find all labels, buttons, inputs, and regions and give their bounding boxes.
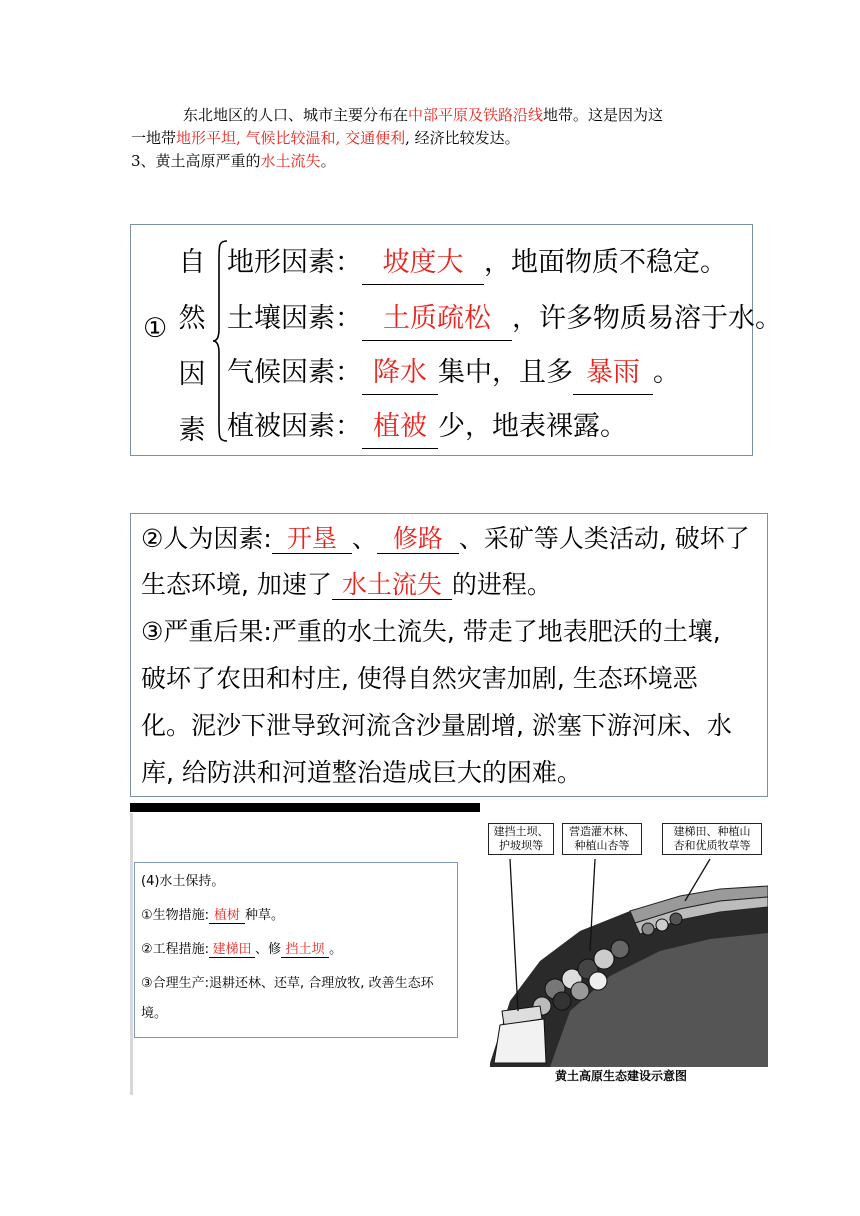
factor-row-vegetation	[227, 399, 627, 455]
production-line: 境。	[141, 1006, 168, 1021]
answer-blank: 暴雨	[573, 345, 653, 401]
consequence-line: ③严重后果:严重的水土流失, 带走了地表肥沃的土壤,	[141, 617, 721, 646]
dam-label	[488, 823, 554, 855]
answer-blank: 降水	[362, 345, 438, 401]
box-text: ①生物措施:	[141, 908, 210, 923]
factor-label: 植被因素：	[227, 411, 362, 442]
soil-conservation-box	[134, 862, 458, 1038]
heading-text: 。	[320, 152, 336, 170]
production-line: ③合理生产:退耕还林、还草, 合理放牧, 改善生态环	[141, 976, 434, 991]
factor-text: 集中，且多	[438, 357, 573, 388]
box-text: 。	[329, 942, 343, 957]
heading-highlight: 水土流失	[260, 152, 321, 170]
terrace-label	[662, 823, 762, 855]
box-text: 、修	[255, 942, 282, 957]
label-text: 种植山杏等	[574, 839, 630, 852]
black-bar	[130, 803, 482, 812]
label-text: 护坡坝等	[499, 839, 543, 852]
conservation-section	[130, 801, 768, 1095]
factor-row-climate	[227, 345, 680, 401]
process-line	[141, 562, 552, 608]
box-text: ②人为因素:	[141, 524, 272, 553]
consequence-line: 破坏了农田和村庄, 使得自然灾害加剧, 生态环境恶	[141, 664, 698, 693]
bio-measure-line	[141, 905, 284, 927]
intro-text: , 经济比较发达。	[405, 129, 520, 147]
box-text: 、	[351, 524, 377, 553]
intro-text: 东北地区的人口、城市主要分布在	[183, 106, 409, 124]
consequence-line: 化。泥沙下泄导致河流含沙量剧增, 淤塞下游河床、水	[141, 711, 732, 740]
answer-blank: 植树	[209, 905, 245, 927]
label-text: 建挡土坝、	[493, 825, 549, 838]
box-title: (4)水土保持。	[141, 874, 225, 889]
human-factors-line	[141, 516, 750, 562]
answer-blank: 建梯田	[209, 939, 255, 961]
label-text: 营造灌木林、	[569, 825, 635, 838]
factor-text: 。	[653, 357, 680, 388]
vertical-char: 素	[178, 415, 206, 446]
factor-text: ，地面物质不稳定。	[484, 247, 727, 278]
intro-paragraph	[131, 104, 741, 150]
loess-plateau-diagram	[480, 801, 768, 1095]
label-text: 杏和优质牧草等	[673, 839, 751, 852]
answer-blank: 坡度大	[362, 235, 484, 291]
box-text: 、采矿等人类活动, 破坏了	[458, 524, 750, 553]
answer-blank: 开垦	[272, 516, 352, 562]
intro-highlight: 地形平坦, 气候比较温和, 交通便利	[176, 129, 406, 147]
answer-blank: 土质疏松	[362, 291, 512, 347]
natural-factors-box	[130, 224, 782, 456]
human-factors-box	[130, 513, 768, 797]
diagram-caption: 黄土高原生态建设示意图	[555, 1069, 688, 1083]
answer-blank: 修路	[377, 516, 459, 562]
intro-text: 一地带	[131, 129, 177, 147]
factor-label: 土壤因素：	[227, 303, 362, 334]
divider	[130, 813, 133, 1095]
answer-blank: 植被	[362, 399, 438, 455]
factor-row-terrain	[227, 235, 727, 291]
box-text: ②工程措施:	[141, 942, 210, 957]
factor-row-soil	[227, 291, 782, 347]
factor-text: ，许多物质易溶于水。	[512, 303, 782, 334]
label-text: 建梯田、种植山	[673, 825, 751, 838]
consequence-line: 库, 给防洪和河道整治造成巨大的困难。	[141, 758, 582, 787]
vertical-char: 然	[178, 303, 206, 334]
section-heading	[131, 150, 741, 173]
box-text: 种草。	[245, 908, 285, 923]
intro-highlight: 中部平原及铁路沿线	[408, 106, 544, 124]
factor-text: 少，地表裸露。	[438, 411, 627, 442]
factor-label: 气候因素：	[227, 357, 362, 388]
shrub-label	[562, 823, 642, 855]
heading-text: 3、黄土高原严重的	[131, 152, 261, 170]
circle-number: ①	[143, 313, 168, 344]
box-text: 的进程。	[451, 570, 552, 599]
engineering-measure-line	[141, 939, 342, 961]
answer-blank: 挡土坝	[281, 939, 329, 961]
vertical-char: 自	[178, 247, 206, 278]
answer-blank: 水土流失	[332, 562, 452, 608]
factor-label: 地形因素：	[227, 247, 362, 278]
vertical-title	[175, 235, 209, 459]
vertical-char: 因	[178, 359, 206, 390]
intro-text: 地带。这是因为这	[543, 106, 664, 124]
box-text: 生态环境, 加速了	[141, 570, 332, 599]
